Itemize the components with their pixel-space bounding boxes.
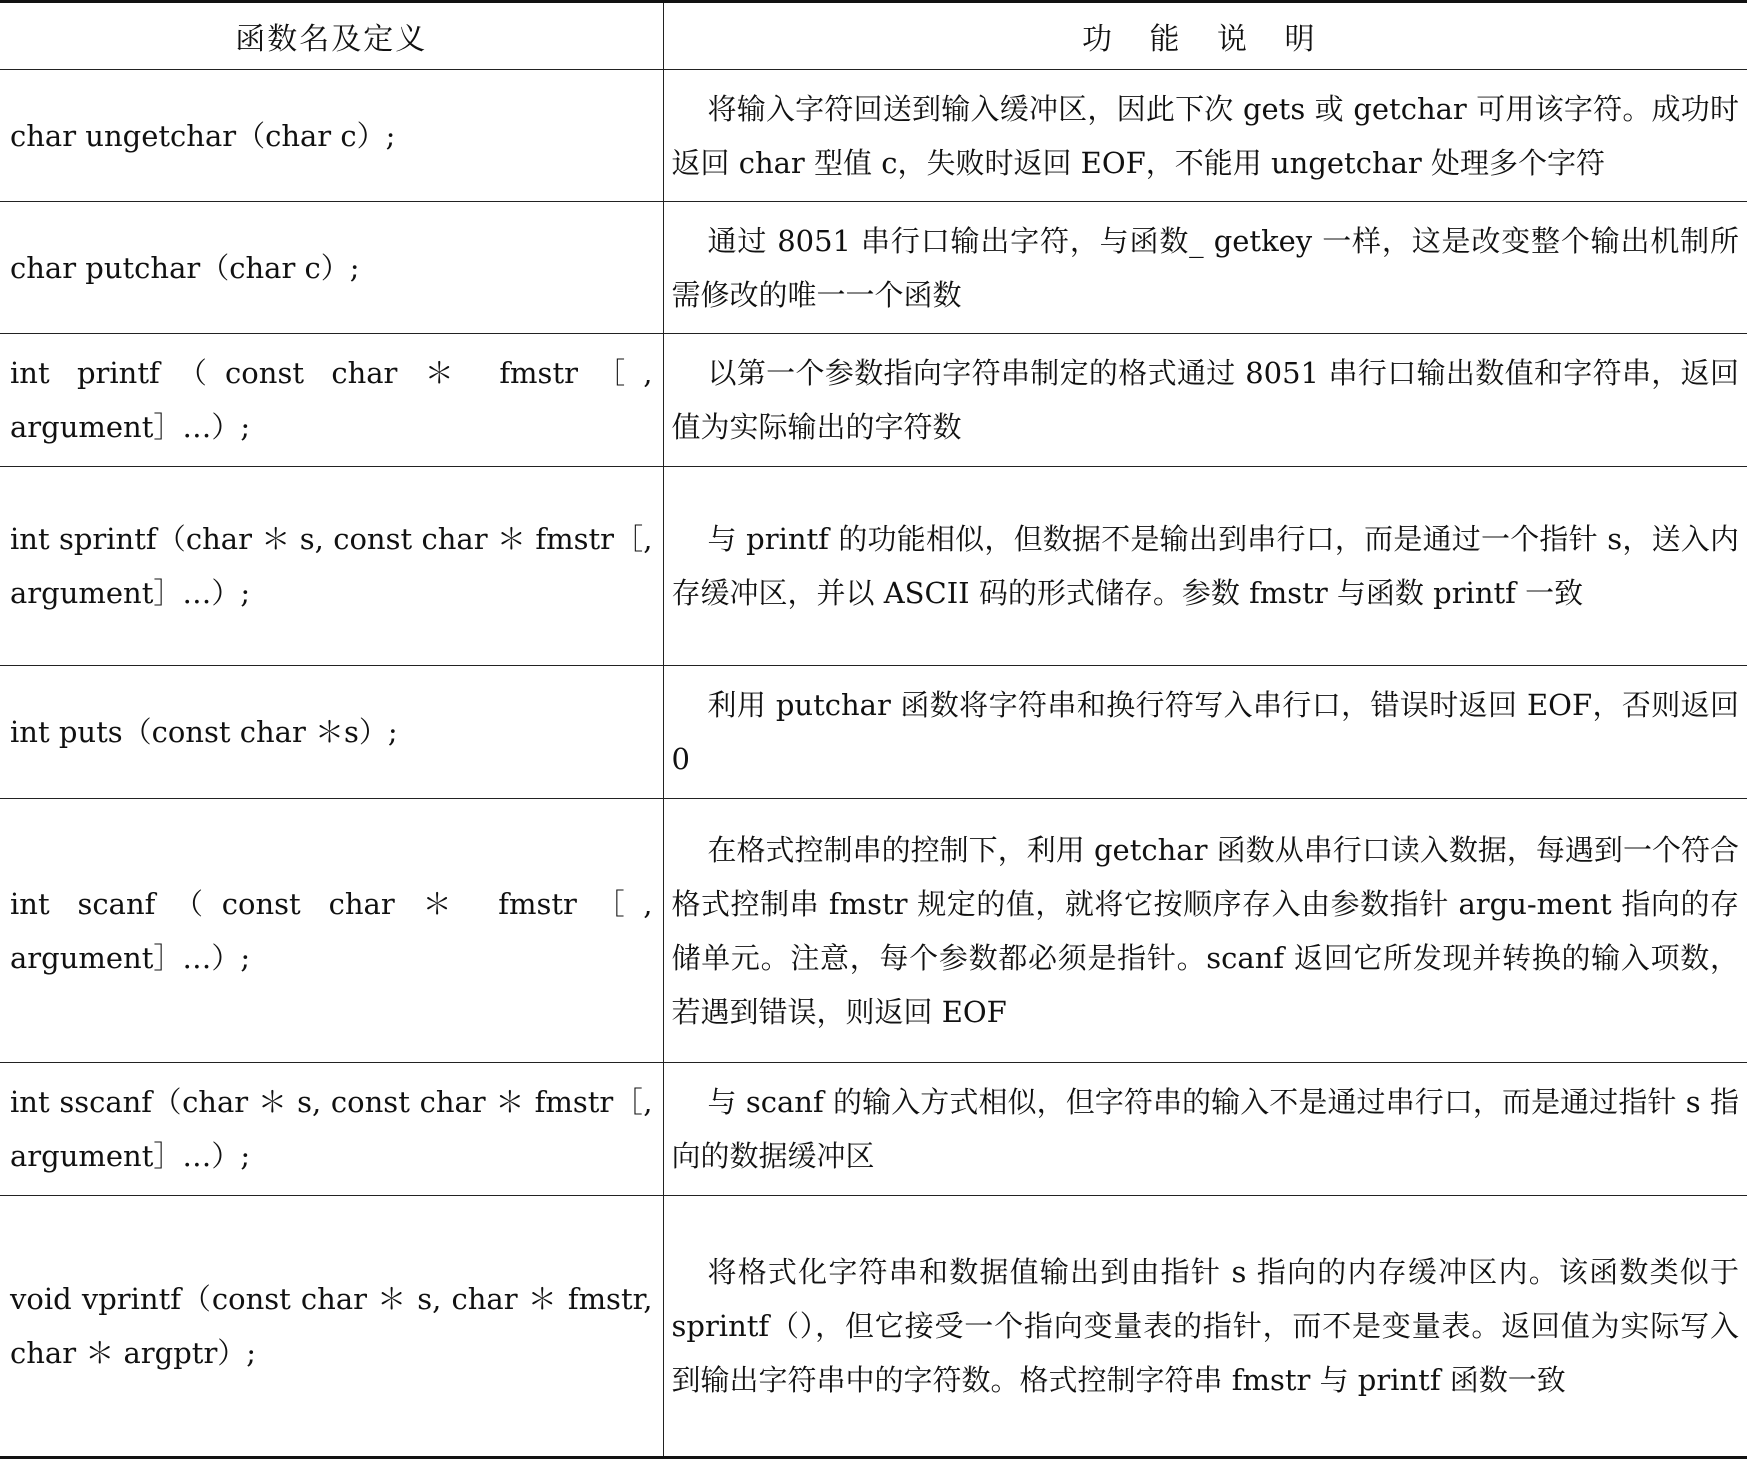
row-definition: char putchar（char c）; — [0, 202, 663, 334]
table-row — [0, 467, 1747, 666]
row-definition: void vprintf（const char ＊ s, char ＊ fmstr, char ＊ argptr）; — [0, 1196, 663, 1458]
row-definition: int scanf（const char ＊ fmstr［, argument］…）; — [0, 799, 663, 1063]
table-row — [0, 799, 1747, 1063]
row-description: 以第一个参数指向字符串制定的格式通过 8051 串行口输出数值和字符串，返回值为实际输出的字符数 — [663, 334, 1747, 467]
table-row — [0, 202, 1747, 334]
row-description: 与 printf 的功能相似，但数据不是输出到串行口，而是通过一个指针 s，送入内存缓冲区，并以 ASCII 码的形式储存。参数 fmstr 与函数 printf 一致 — [663, 467, 1747, 666]
header-function-description: 功 能 说 明 — [663, 2, 1747, 70]
row-definition: int sscanf（char ＊ s, const char ＊ fmstr［, argument］…）; — [0, 1063, 663, 1196]
row-description: 利用 putchar 函数将字符串和换行符写入串行口，错误时返回 EOF，否则返回 0 — [663, 666, 1747, 799]
row-description: 将输入字符回送到输入缓冲区，因此下次 gets 或 getchar 可用该字符。成功时返回 char 型值 c，失败时返回 EOF，不能用 ungetchar 处理多个字符 — [663, 70, 1747, 202]
row-definition: int sprintf（char ＊ s, const char ＊ fmstr［, argument］…）; — [0, 467, 663, 666]
table-row — [0, 334, 1747, 467]
row-definition: int printf（const char ＊ fmstr［, argument］…）; — [0, 334, 663, 467]
row-definition: char ungetchar（char c）; — [0, 70, 663, 202]
row-description: 与 scanf 的输入方式相似，但字符串的输入不是通过串行口，而是通过指针 s 指向的数据缓冲区 — [663, 1063, 1747, 1196]
table-row — [0, 1196, 1747, 1458]
row-description: 在格式控制串的控制下，利用 getchar 函数从串行口读入数据，每遇到一个符合格式控制串 fmstr 规定的值，就将它按顺序存入由参数指针 argu-ment 指向的存储单元。注意，每个参数都必须是指针。scanf 返回它所发现并转换的输入项数，若遇到错误，则返回 EOF — [663, 799, 1747, 1063]
table-header-row — [0, 2, 1747, 70]
table-row — [0, 666, 1747, 799]
row-description: 通过 8051 串行口输出字符，与函数_ getkey 一样，这是改变整个输出机制所需修改的唯一一个函数 — [663, 202, 1747, 334]
header-function-name: 函数名及定义 — [0, 2, 663, 70]
row-description: 将格式化字符串和数据值输出到由指针 s 指向的内存缓冲区内。该函数类似于 sprintf（），但它接受一个指向变量表的指针，而不是变量表。返回值为实际写入到输出字符串中的字符数。格式控制字符串 fmstr 与 printf 函数一致 — [663, 1196, 1747, 1458]
table-row — [0, 70, 1747, 202]
row-definition: int puts（const char ＊s）; — [0, 666, 663, 799]
table-row — [0, 1063, 1747, 1196]
